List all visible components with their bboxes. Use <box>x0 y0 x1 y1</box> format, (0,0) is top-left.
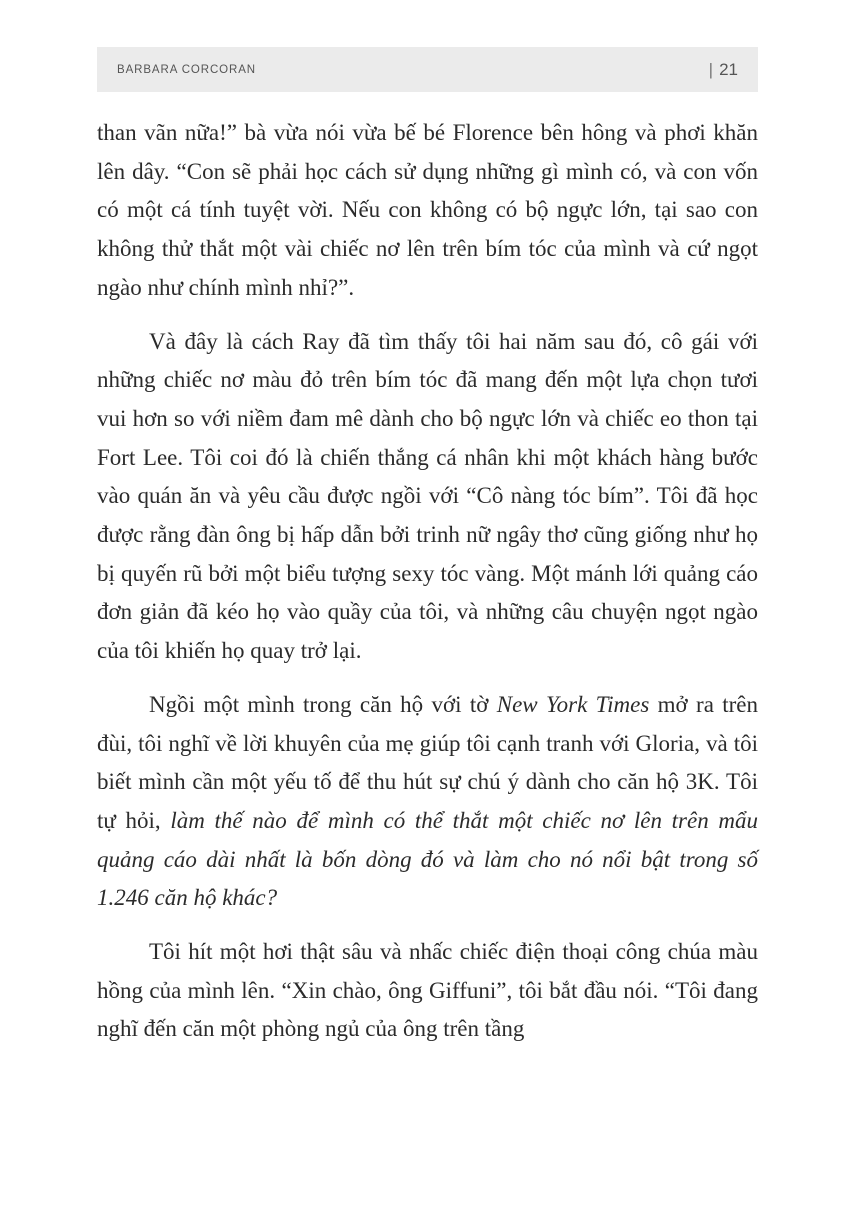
paragraph-4: Tôi hít một hơi thật sâu và nhấc chiếc điện thoại công chúa màu hồng của mình lên. “Xin chào, ông Giffuni”, tôi bắt đầu nói. “Tôi đang nghĩ đến căn một phòng ngủ của ông trên tầng <box>97 939 758 1042</box>
page-number-separator: | <box>708 59 714 79</box>
paragraph-3-text-b: mở ra trên đùi, tôi nghĩ về lời khuyên của mẹ giúp tôi cạnh tranh với Gloria, và tôi biết mình cần một yếu tố để thu hút sự chú ý dành cho căn hộ 3K. Tôi tự hỏi, <box>97 691 758 833</box>
paragraph-3-text-a: Ngồi một mình trong căn hộ với tờ <box>149 691 497 717</box>
page-number: 21 <box>719 59 738 79</box>
header-author: BARBARA CORCORAN <box>117 63 257 76</box>
newspaper-title: New York Times <box>496 691 650 717</box>
inner-thought: làm thế nào để mình có thể thắt một chiếc nơ lên trên mẩu quảng cáo dài nhất là bốn dòng đó và làm cho nó nổi bật trong số 1.246 căn hộ khác? <box>97 807 758 911</box>
paragraph-1: than vãn nữa!” bà vừa nói vừa bế bé Florence bên hông và phơi khăn lên dây. “Con sẽ phải học cách sử dụng những gì mình có, và con vốn có một cá tính tuyệt vời. Nếu con không có bộ ngực lớn, tại sao con không thử thắt một vài chiếc nơ lên trên bím tóc của mình và cứ ngọt ngào như chính mình nhỉ?”. <box>97 120 758 300</box>
paragraph-2: Và đây là cách Ray đã tìm thấy tôi hai năm sau đó, cô gái với những chiếc nơ màu đỏ trên bím tóc đã mang đến một lựa chọn tươi vui hơn so với niềm đam mê dành cho bộ ngực lớn và chiếc eo thon tại Fort Lee. Tôi coi đó là chiến thắng cá nhân khi một khách hàng bước vào quán ăn và yêu cầu được ngồi với “Cô nàng tóc bím”. Tôi đã học được rằng đàn ông bị hấp dẫn bởi trinh nữ ngây thơ cũng giống như họ bị quyến rũ bởi một biểu tượng sexy tóc vàng. Một mánh lới quảng cáo đơn giản đã kéo họ vào quầy của tôi, và những câu chuyện ngọt ngào của tôi khiến họ quay trở lại. <box>97 328 758 664</box>
paragraph-3 <box>97 686 758 918</box>
running-header <box>97 47 758 92</box>
page-number-group <box>709 60 738 80</box>
page-body <box>97 114 758 1049</box>
